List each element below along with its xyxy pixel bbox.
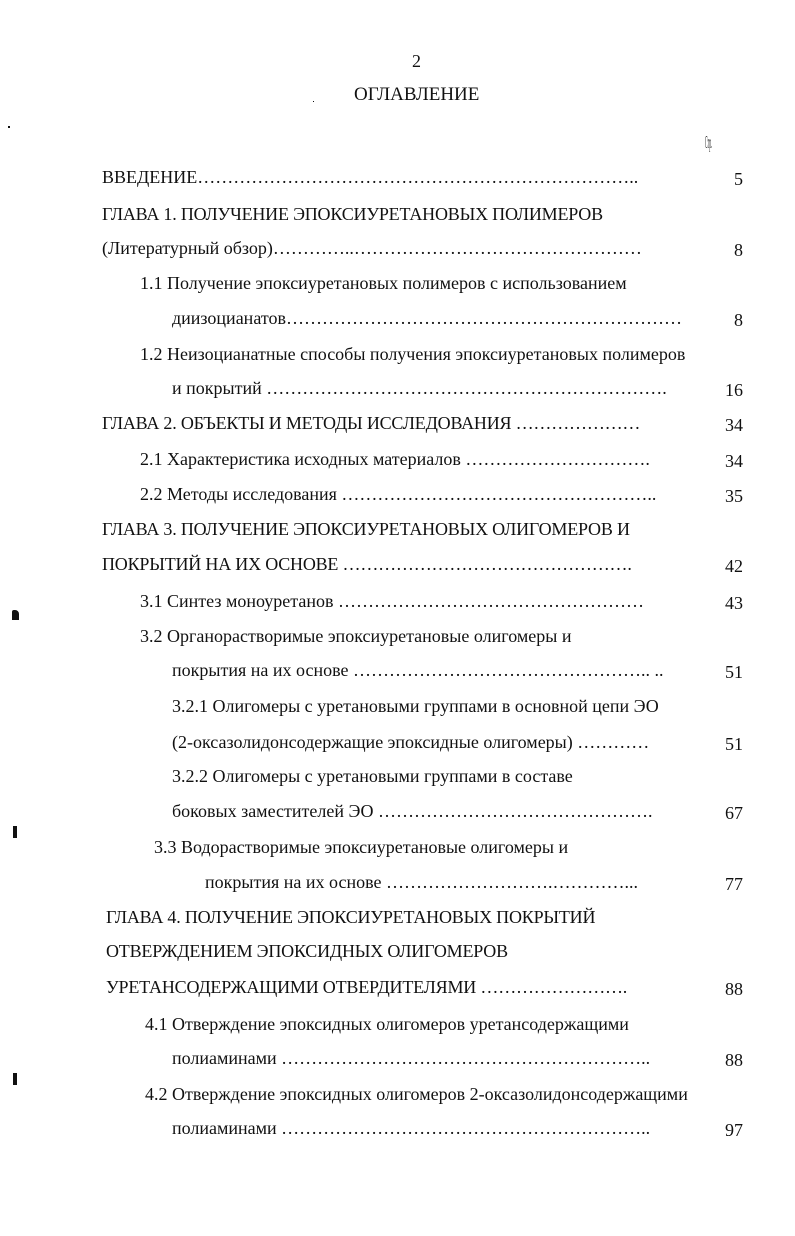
scan-speck (313, 101, 314, 102)
toc-page-number: 42 (725, 556, 743, 576)
toc-entry-4-2-cont: полиаминами …………………………………………………….. (172, 1118, 651, 1138)
toc-page-number: 43 (725, 593, 743, 613)
page-column-label: Стр. (705, 132, 713, 152)
toc-entry-3-2-cont: покрытия на их основе ………………………………………….. .. (172, 660, 664, 680)
scan-speck (8, 126, 10, 128)
toc-entry-4-1: 4.1 Отверждение эпоксидных олигомеров уретансодержащими (145, 1014, 629, 1034)
toc-entry-chapter-4-cont-2: УРЕТАНСОДЕРЖАЩИМИ ОТВЕРДИТЕЛЯМИ ……………………. (106, 977, 628, 997)
toc-page-number: 51 (725, 662, 743, 682)
toc-entry-chapter-4-cont: ОТВЕРЖДЕНИЕМ ЭПОКСИДНЫХ ОЛИГОМЕРОВ (106, 941, 508, 961)
toc-entry-3-2-1-cont: (2-оксазолидонсодержащие эпоксидные олигомеры) ………… (172, 732, 650, 752)
toc-page-number: 34 (725, 415, 743, 435)
toc-page-number: 16 (725, 380, 743, 400)
toc-entry-3-1: 3.1 Синтез моноуретанов …………………………………………… (140, 591, 644, 611)
toc-page-number: 51 (725, 734, 743, 754)
toc-page-number: 77 (725, 874, 743, 894)
toc-entry-2-1: 2.1 Характеристика исходных материалов …………………………. (140, 449, 650, 469)
toc-entry-chapter-2: ГЛАВА 2. ОБЪЕКТЫ И МЕТОДЫ ИССЛЕДОВАНИЯ ………………… (102, 413, 641, 433)
toc-entry-3-2-1: 3.2.1 Олигомеры с уретановыми группами в основной цепи ЭО (172, 696, 659, 716)
toc-page-number: 8 (734, 310, 743, 330)
toc-entry-2-2: 2.2 Методы исследования …………………………………………….. (140, 484, 657, 504)
toc-entry-introduction: ВВЕДЕНИЕ……………………………………………………………….. (102, 167, 639, 187)
toc-entry-chapter-1: ГЛАВА 1. ПОЛУЧЕНИЕ ЭПОКСИУРЕТАНОВЫХ ПОЛИМЕРОВ (102, 204, 603, 224)
toc-entry-3-2-2-cont: боковых заместителей ЭО ………………………………………. (172, 801, 653, 821)
toc-entry-3-2-2: 3.2.2 Олигомеры с уретановыми группами в составе (172, 766, 573, 786)
toc-entry-3-3: 3.3 Водорастворимые эпоксиуретановые олигомеры и (154, 837, 569, 857)
toc-entry-3-2: 3.2 Органорастворимые эпоксиуретановые олигомеры и (140, 626, 572, 646)
toc-entry-chapter-1-cont: (Литературный обзор)…………..………………………………………… (102, 238, 642, 258)
toc-page-number: 5 (734, 169, 743, 189)
toc-page-number: 34 (725, 451, 743, 471)
toc-entry-3-3-cont: покрытия на их основе ……………………….…………... (205, 872, 638, 892)
scan-speck (13, 826, 17, 838)
toc-entry-1-1-cont: диизоцианатов………………………………………………………… (172, 308, 682, 328)
toc-page-number: 67 (725, 803, 743, 823)
toc-entry-chapter-4: ГЛАВА 4. ПОЛУЧЕНИЕ ЭПОКСИУРЕТАНОВЫХ ПОКРЫТИЙ (106, 907, 596, 927)
toc-title: ОГЛАВЛЕНИЕ (354, 84, 480, 105)
toc-entry-chapter-3: ГЛАВА 3. ПОЛУЧЕНИЕ ЭПОКСИУРЕТАНОВЫХ ОЛИГОМЕРОВ И (102, 519, 630, 539)
toc-page-number: 97 (725, 1120, 743, 1140)
toc-page-number: 8 (734, 240, 743, 260)
toc-entry-1-2: 1.2 Неизоцианатные способы получения эпоксиуретановых полимеров (140, 344, 686, 364)
scan-speck (13, 1073, 17, 1085)
scan-speck (12, 610, 19, 620)
toc-entry-4-1-cont: полиаминами …………………………………………………….. (172, 1048, 651, 1068)
toc-entry-1-2-cont: и покрытий …………………………………………………………. (172, 378, 667, 398)
toc-page-number: 88 (725, 979, 743, 999)
page-number: 2 (412, 51, 421, 71)
toc-entry-1-1: 1.1 Получение эпоксиуретановых полимеров с использованием (140, 273, 627, 293)
toc-entry-4-2: 4.2 Отверждение эпоксидных олигомеров 2-оксазолидонсодержащими (145, 1084, 688, 1104)
toc-entry-chapter-3-cont: ПОКРЫТИЙ НА ИХ ОСНОВЕ …………………………………………. (102, 554, 632, 574)
toc-page-number: 35 (725, 486, 743, 506)
toc-page-number: 88 (725, 1050, 743, 1070)
